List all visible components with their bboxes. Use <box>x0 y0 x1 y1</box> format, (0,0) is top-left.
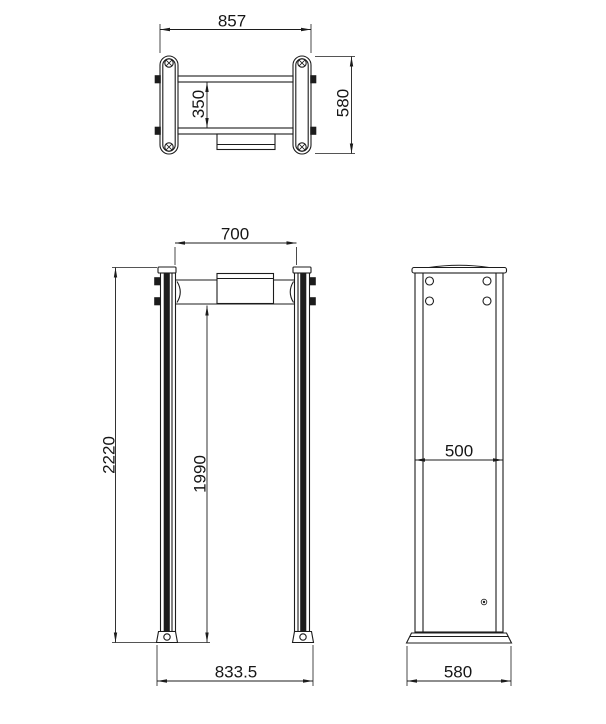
mount-lug <box>155 127 161 135</box>
dim-label-700: 700 <box>220 224 250 244</box>
detector-strip <box>301 273 307 632</box>
front-view-left-foot <box>157 632 178 643</box>
dim-label-580-top: 580 <box>333 88 353 118</box>
dim-top-overall-depth <box>315 57 355 154</box>
mount-lug <box>310 298 316 306</box>
mount-lug <box>310 278 316 286</box>
dim-label-857: 857 <box>217 11 247 31</box>
dim-front-base-span <box>157 645 313 686</box>
dim-front-inner-height <box>191 306 210 643</box>
mount-lug <box>311 76 317 84</box>
dim-label-833-5: 833.5 <box>214 662 258 682</box>
mount-lug <box>155 278 161 286</box>
dim-front-overall-height <box>100 268 211 643</box>
dim-front-inner-width <box>175 225 297 266</box>
top-view-right-pillar <box>293 56 316 154</box>
dim-label-350: 350 <box>189 89 208 119</box>
dim-label-580-side: 580 <box>443 662 473 682</box>
side-view <box>407 265 512 686</box>
mount-lug <box>155 298 161 306</box>
dim-label-2220: 2220 <box>99 436 119 474</box>
dim-side-base-depth <box>407 646 511 686</box>
dim-label-1990: 1990 <box>190 455 210 493</box>
front-view-left-post <box>155 267 177 632</box>
front-view-right-post <box>293 267 316 632</box>
dim-top-overall-width <box>160 12 311 54</box>
mount-lug <box>311 127 317 135</box>
detector-strip <box>164 273 170 632</box>
top-view <box>155 12 355 155</box>
dim-label-500: 500 <box>444 441 474 461</box>
front-view <box>100 225 316 687</box>
top-view-control-unit <box>217 134 275 150</box>
top-view-left-pillar <box>155 56 178 154</box>
dim-top-rail-spacing <box>189 82 208 128</box>
front-view-control-unit <box>217 274 274 304</box>
front-view-right-foot <box>293 632 314 643</box>
side-view-top-cap <box>412 265 507 273</box>
side-view-base <box>407 633 512 643</box>
mount-lug <box>155 76 161 84</box>
